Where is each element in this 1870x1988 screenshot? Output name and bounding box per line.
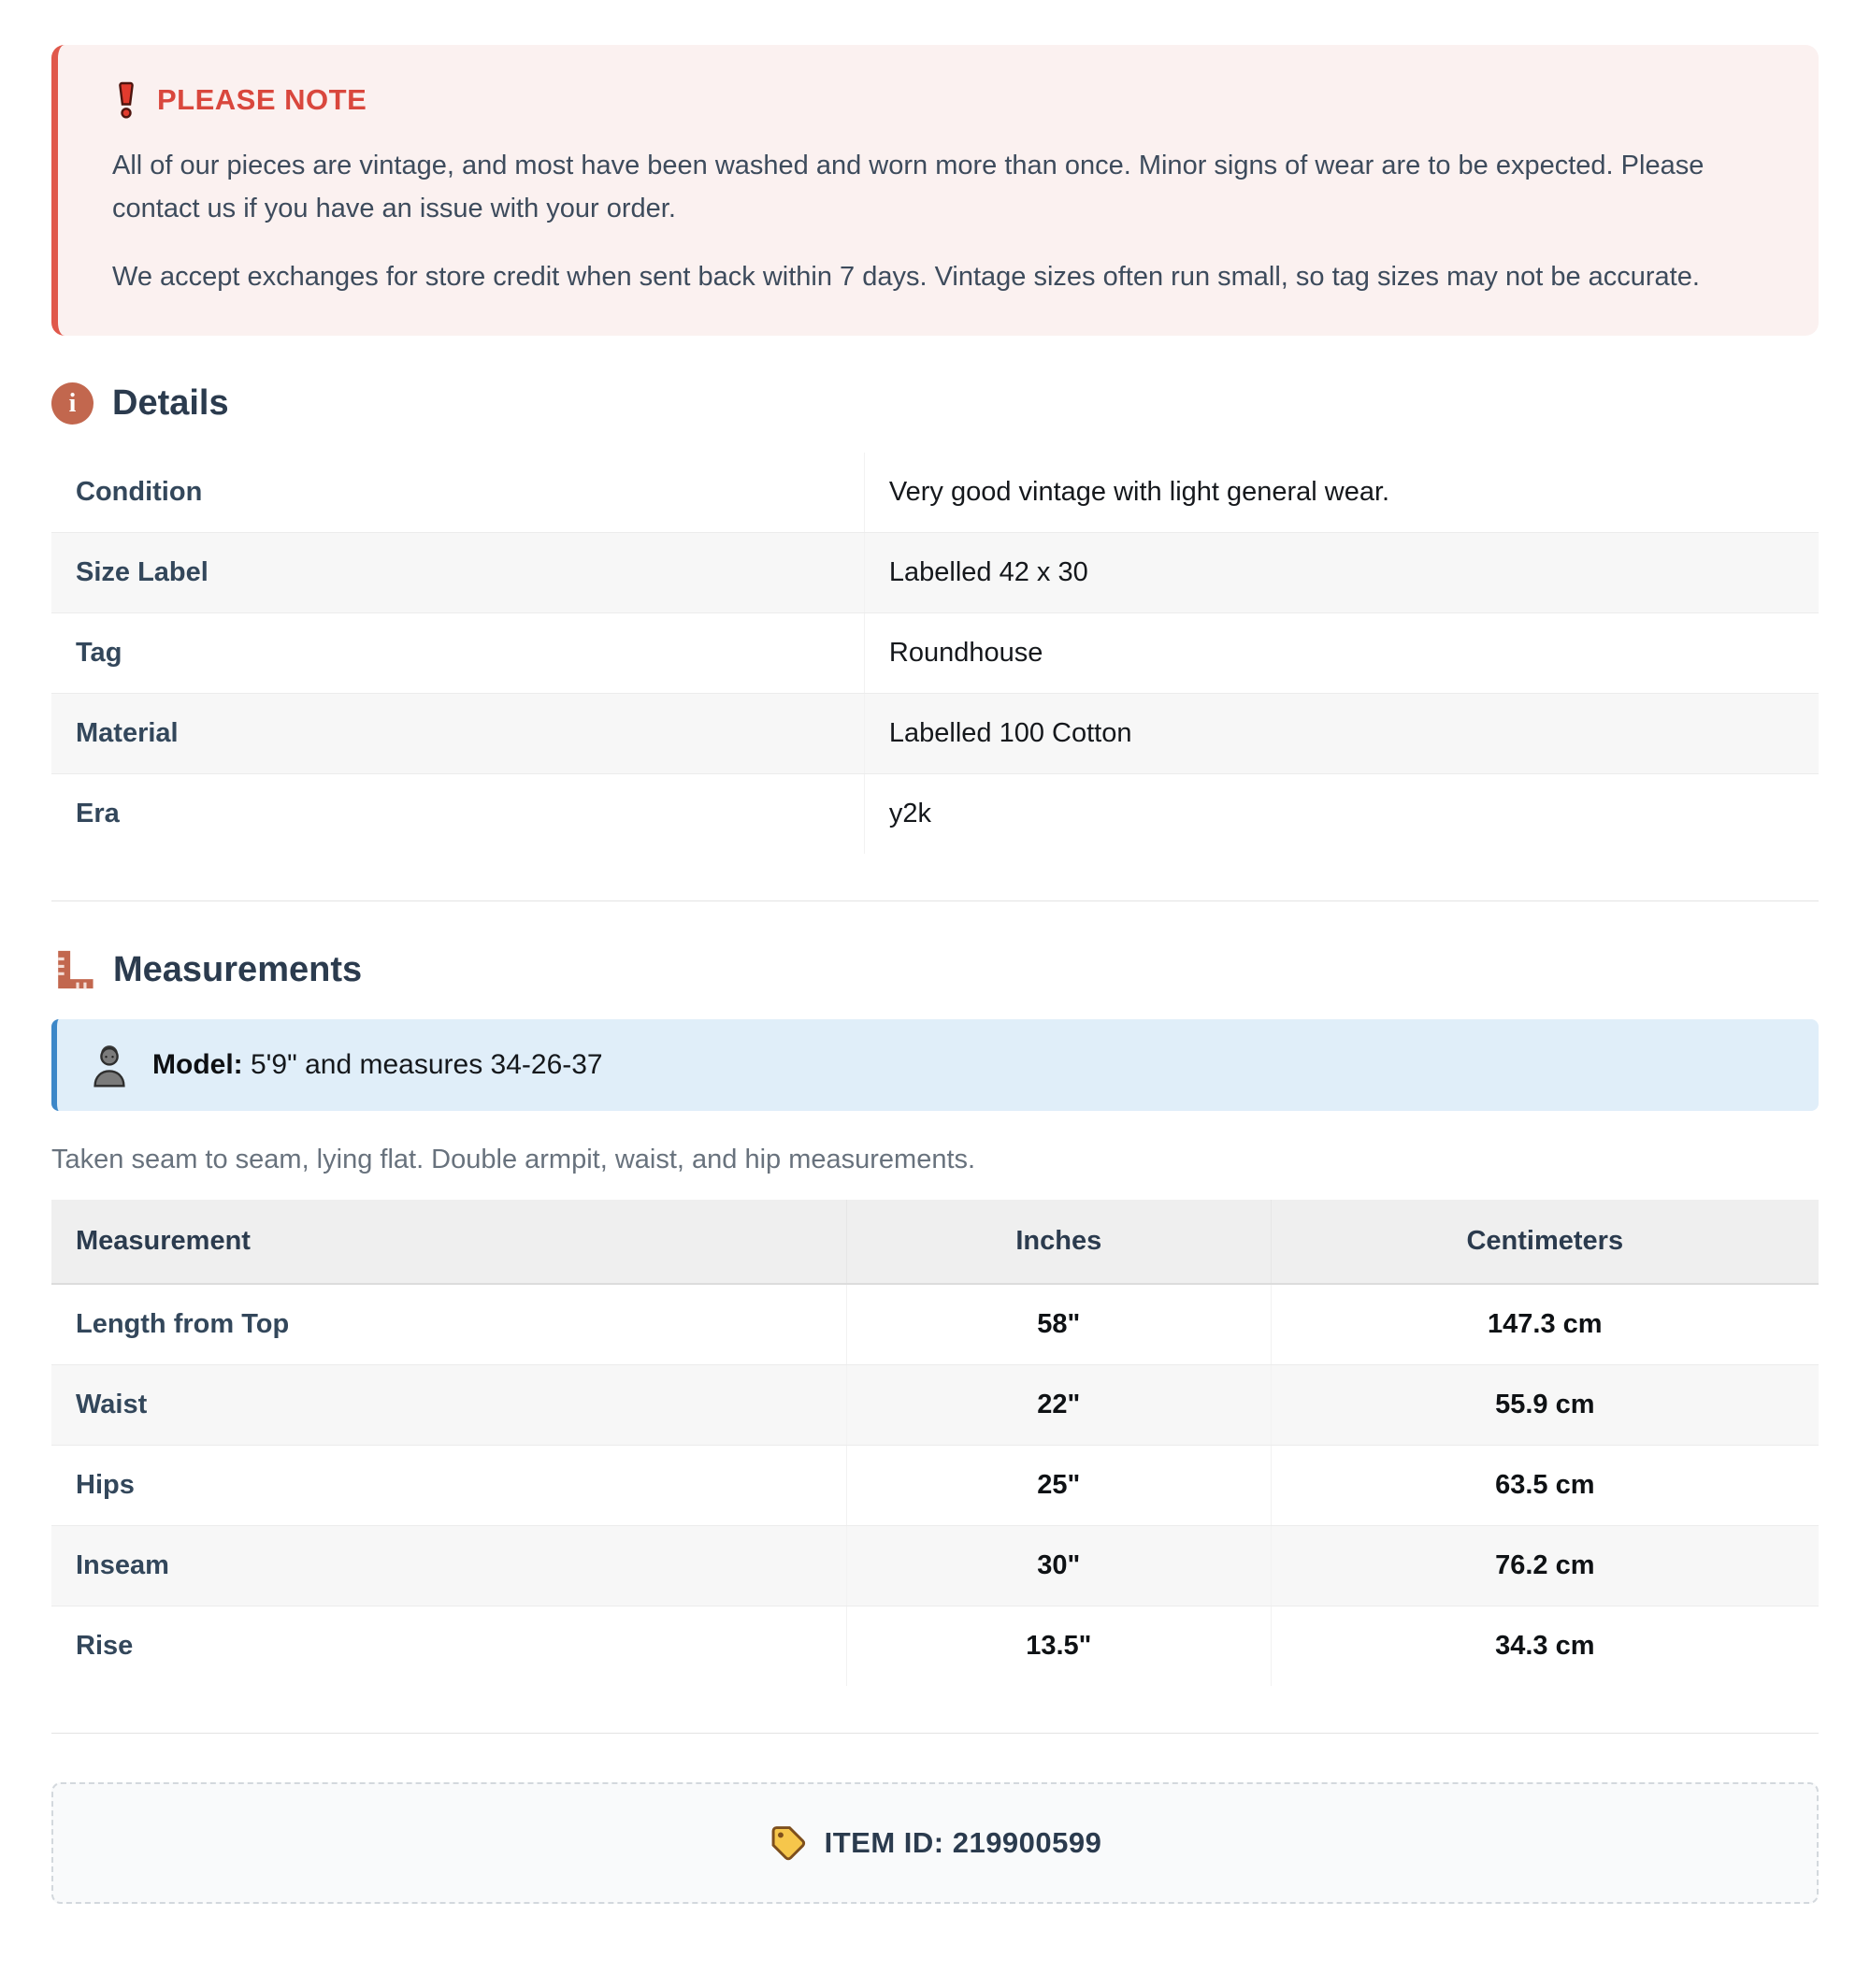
model-label: Model:: [152, 1049, 243, 1081]
alert-paragraph-2: We accept exchanges for store credit when sent back within 7 days. Vintage sizes often run small, so tag sizes may not be accurate.: [112, 261, 1700, 292]
ruler-icon: [51, 948, 94, 991]
model-text: 5'9" and measures 34-26-37: [251, 1049, 603, 1081]
measurement-row: [51, 1284, 1819, 1365]
section-divider: [51, 1733, 1819, 1734]
detail-label: Tag: [51, 613, 864, 694]
item-id-text: ITEM ID: 219900599: [824, 1826, 1102, 1860]
details-section-heading: [51, 382, 1819, 425]
info-icon: i: [51, 382, 94, 425]
column-header-centimeters: Centimeters: [1271, 1200, 1819, 1284]
measurement-inches: 30": [847, 1526, 1272, 1606]
model-note: [152, 1049, 603, 1081]
measurement-inches: 13.5": [847, 1606, 1272, 1687]
person-icon: [89, 1042, 130, 1088]
measurement-inches: 25": [847, 1446, 1272, 1526]
measurement-cm: 76.2 cm: [1271, 1526, 1819, 1606]
measurements-section-heading: [51, 948, 1819, 991]
details-heading-text: Details: [112, 383, 229, 424]
measurement-row: [51, 1446, 1819, 1526]
exclamation-icon: [112, 80, 140, 120]
measurement-name: Inseam: [51, 1526, 847, 1606]
detail-value: Roundhouse: [864, 613, 1819, 694]
measurement-name: Hips: [51, 1446, 847, 1526]
section-divider: [51, 900, 1819, 901]
detail-value: y2k: [888, 799, 932, 829]
alert-title: PLEASE NOTE: [157, 83, 367, 116]
detail-label: Era: [51, 774, 864, 855]
column-header-inches: Inches: [847, 1200, 1272, 1284]
measurement-inches: 22": [847, 1365, 1272, 1446]
details-row: [51, 613, 1819, 694]
details-row: [51, 533, 1819, 613]
measurement-row: [51, 1365, 1819, 1446]
measurement-inches: 58": [847, 1284, 1272, 1365]
details-row: [51, 694, 1819, 774]
measurement-cm: 34.3 cm: [1495, 1631, 1595, 1662]
column-header-measurement: Measurement: [51, 1200, 847, 1284]
measurement-name: Rise: [51, 1606, 847, 1687]
detail-label: Size Label: [51, 533, 864, 613]
measurements-header-row: [51, 1200, 1819, 1284]
details-row: [51, 453, 1819, 533]
item-id-box: [51, 1782, 1819, 1904]
measurement-method-note: Taken seam to seam, lying flat. Double armpit, waist, and hip measurements.: [51, 1145, 976, 1175]
details-table: [51, 453, 1819, 854]
measurements-heading-text: Measurements: [113, 949, 363, 989]
detail-value: Very good vintage with light general wear.: [864, 453, 1819, 533]
detail-label: Condition: [51, 453, 864, 533]
detail-value: Labelled 100 Cotton: [864, 694, 1819, 774]
detail-label: Material: [51, 694, 864, 774]
alert-title-row: [112, 80, 1776, 120]
tag-icon: [769, 1823, 808, 1863]
please-note-alert: [51, 45, 1819, 336]
model-info-box: [51, 1019, 1819, 1111]
alert-paragraph-1: All of our pieces are vintage, and most have been washed and worn more than once. Minor signs of wear are to be expected. Please contact us if you have an issue with your order.: [112, 151, 1705, 224]
measurement-name: Length from Top: [51, 1284, 847, 1365]
measurement-row: [51, 1526, 1819, 1606]
measurement-cm: 63.5 cm: [1271, 1446, 1819, 1526]
detail-value: Labelled 42 x 30: [864, 533, 1819, 613]
measurement-cm: 147.3 cm: [1271, 1284, 1819, 1365]
measurement-name: Waist: [51, 1365, 847, 1446]
details-row: [51, 774, 1819, 855]
measurement-cm: 55.9 cm: [1271, 1365, 1819, 1446]
measurements-table: [51, 1200, 1819, 1686]
measurement-row: [51, 1606, 1819, 1687]
